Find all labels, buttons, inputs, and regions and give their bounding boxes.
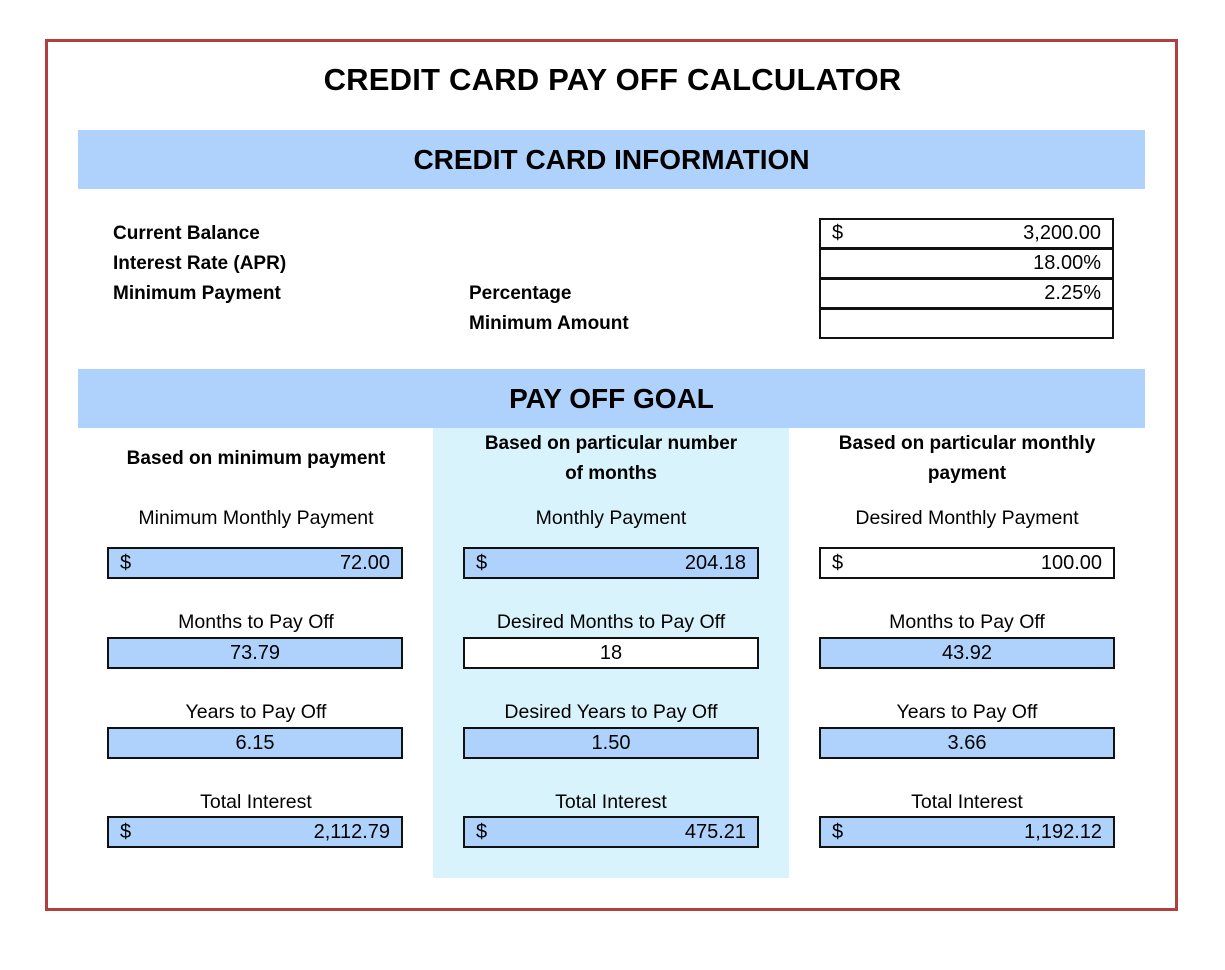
percentage-value: 2.25% [1044,282,1101,304]
label-years-to-pay-off: Years to Pay Off [896,701,1038,723]
desired-months-to-pay-off-value: 18 [599,642,623,664]
column-heading-line1: Based on particular monthly [838,433,1096,454]
years-to-pay-off-output [107,727,403,759]
percentage-input[interactable] [819,278,1114,309]
label-desired-monthly-payment: Desired Monthly Payment [855,507,1079,529]
label-desired-years-to-pay-off: Desired Years to Pay Off [504,701,718,723]
currency-symbol: $ [832,821,844,843]
currency-symbol: $ [832,552,844,574]
column-heading-line2: payment [927,463,1007,484]
total-interest-value: 1,192.12 [1024,821,1102,843]
years-to-pay-off-value: 6.15 [235,732,275,754]
label-months-to-pay-off: Months to Pay Off [178,611,334,633]
current-balance-value: 3,200.00 [1023,222,1101,244]
column-heading-particular-months [433,429,789,489]
label-monthly-payment: Monthly Payment [535,507,687,529]
section-header-pay-off-goal: PAY OFF GOAL [78,369,1145,428]
interest-rate-input[interactable] [819,248,1114,279]
minimum-monthly-payment-value: 72.00 [339,552,390,574]
total-interest-value: 2,112.79 [313,821,390,843]
label-minimum-monthly-payment: Minimum Monthly Payment [138,507,374,529]
desired-months-to-pay-off-input[interactable] [463,637,759,669]
years-to-pay-off-output [819,727,1115,759]
section-header-credit-card-information: CREDIT CARD INFORMATION [78,130,1145,189]
total-interest-value: 475.21 [684,821,746,843]
monthly-payment-output [463,547,759,579]
desired-monthly-payment-value: 100.00 [1040,552,1102,574]
years-to-pay-off-value: 3.66 [947,732,987,754]
label-months-to-pay-off: Months to Pay Off [889,611,1045,633]
months-to-pay-off-value: 73.79 [229,642,281,664]
column-heading-minimum-payment: Based on minimum payment [126,448,386,469]
minimum-monthly-payment-output [107,547,403,579]
currency-symbol: $ [832,222,844,244]
desired-monthly-payment-input[interactable] [819,547,1115,579]
months-to-pay-off-value: 43.92 [941,642,993,664]
minimum-amount-input[interactable] [819,308,1114,339]
label-total-interest: Total Interest [555,791,667,813]
desired-years-to-pay-off-value: 1.50 [591,732,631,754]
total-interest-output [819,816,1115,848]
label-years-to-pay-off: Years to Pay Off [185,701,327,723]
label-interest-rate: Interest Rate (APR) [113,253,287,274]
current-balance-input[interactable] [819,218,1114,249]
page-title: CREDIT CARD PAY OFF CALCULATOR [323,62,902,97]
desired-years-to-pay-off-output [463,727,759,759]
minimum-amount-value [832,310,1101,337]
column-heading-particular-payment [789,429,1145,489]
monthly-payment-value: 204.18 [684,552,746,574]
months-to-pay-off-output [819,637,1115,669]
interest-rate-value: 18.00% [1033,252,1101,274]
total-interest-output [463,816,759,848]
label-desired-months-to-pay-off: Desired Months to Pay Off [496,611,726,633]
total-interest-output [107,816,403,848]
currency-symbol: $ [476,821,488,843]
currency-symbol: $ [120,552,132,574]
label-total-interest: Total Interest [911,791,1023,813]
currency-symbol: $ [120,821,132,843]
months-to-pay-off-output [107,637,403,669]
currency-symbol: $ [476,552,488,574]
column-heading-line2: of months [565,463,657,484]
label-current-balance: Current Balance [113,223,260,244]
label-total-interest: Total Interest [200,791,312,813]
label-minimum-payment: Minimum Payment [113,283,281,304]
label-percentage: Percentage [469,283,572,304]
column-heading-line1: Based on particular number [484,433,738,454]
label-minimum-amount: Minimum Amount [469,313,629,334]
